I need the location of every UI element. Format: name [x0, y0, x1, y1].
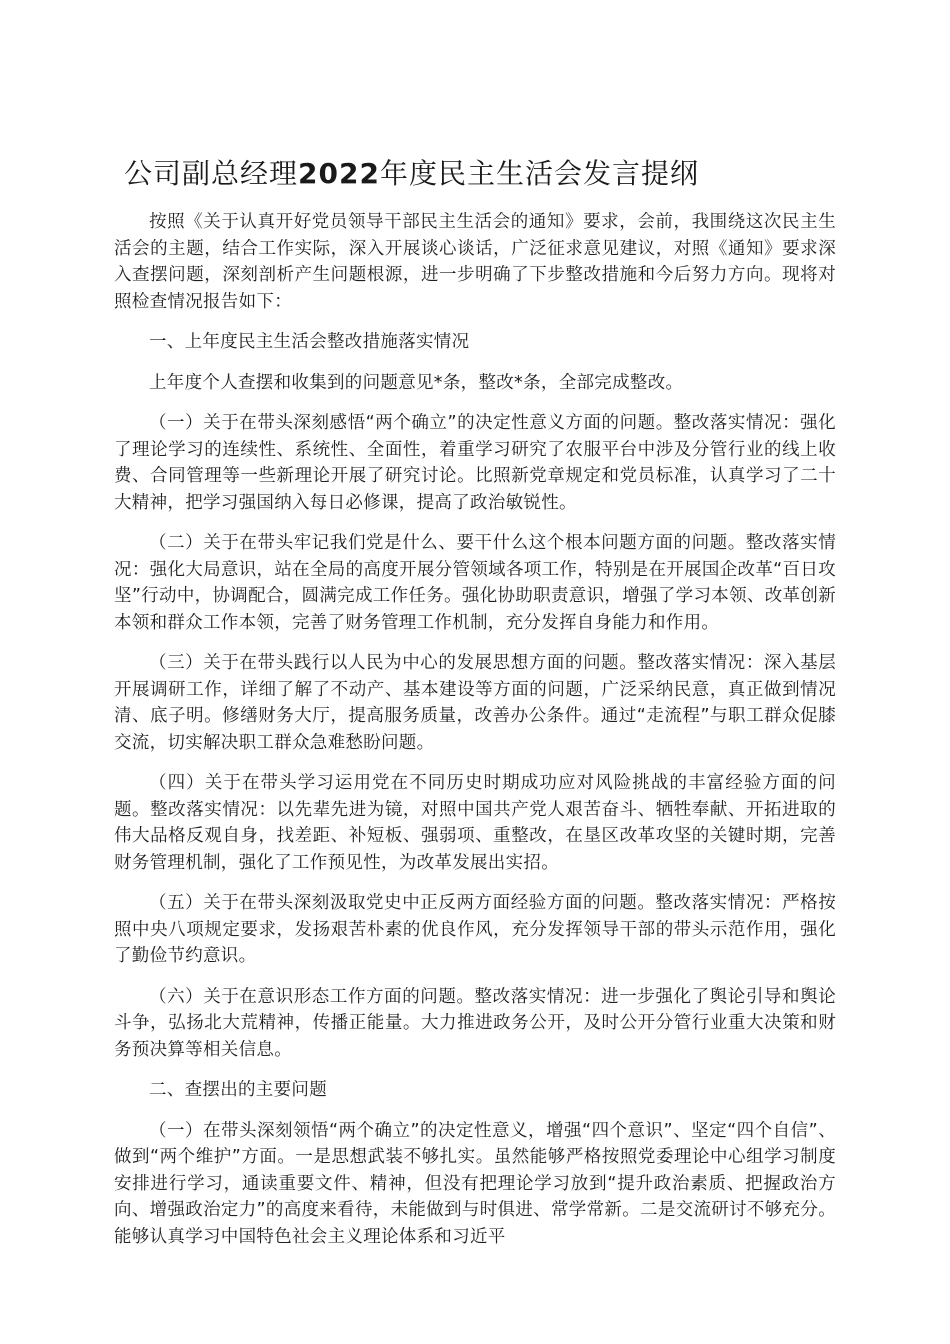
title-suffix: 年度民主生活会发言提纲 [379, 157, 699, 190]
summary-paragraph: 上年度个人查摆和收集到的问题意见*条，整改*条，全部完成整改。 [149, 372, 684, 393]
title-prefix: 公司副总经理 [124, 157, 299, 190]
title-year: 2022 [298, 157, 380, 190]
item-paragraph-3: （三）关于在带头践行以人民为中心的发展思想方面的问题。整改落实情况：深入基层开展调研工作，详细了解了不动产、基本建设等方面的问题，广泛采纳民意，真正做到情况清、底子明。修缮财务大厅，提高服务质量，改善办公条件。通过“走流程”与职工群众促膝交流，切实解决职工群众急难愁盼问题。 [114, 653, 836, 753]
item-paragraph-4: （四）关于在带头学习运用党在不同历史时期成功应对风险挑战的丰富经验方面的问题。整改落实情况：以先辈先进为镜，对照中国共产党人艰苦奋斗、牺牲奉献、开拓进取的伟大品格反观自身，找差距、补短板、强弱项、重整改，在垦区改革攻坚的关键时期，完善财务管理机制，强化了工作预见性，为改革发展出实招。 [114, 773, 836, 873]
document-title [124, 152, 844, 196]
section-heading-1: 一、上年度民主生活会整改措施落实情况 [149, 332, 470, 352]
item-paragraph-6: （六）关于在意识形态工作方面的问题。整改落实情况：进一步强化了舆论引导和舆论斗争，弘扬北大荒精神，传播正能量。大力推进政务公开，及时公开分管行业重大决策和财务预决算等相关信息。 [114, 986, 836, 1060]
problem-paragraph-1: （一）在带头深刻领悟“两个确立”的决定性意义，增强“四个意识”、坚定“四个自信”、做到“两个维护”方面。一是思想武装不够扎实。虽然能够严格按照党委理论中心组学习制度安排进行学习，通读重要文件、精神，但没有把理论学习放到“提升政治素质、把握政治方向、增强政治定力”的高度来看待，未能做到与时俱进、常学常新。二是交流研讨不够充分。能够认真学习中国特色社会主义理论体系和习近平 [114, 1120, 836, 1247]
document-body [114, 209, 836, 1264]
item-paragraph-1: （一）关于在带头深刻感悟“两个确立”的决定性意义方面的问题。整改落实情况：强化了理论学习的连续性、系统性、全面性，着重学习研究了农服平台中涉及分管行业的线上收费、合同管理等一些新理论开展了研究讨论。比照新党章规定和党员标准，认真学习了二十大精神，把学习强国纳入每日必修课，提高了政治敏锐性。 [114, 413, 836, 513]
item-paragraph-2: （二）关于在带头牢记我们党是什么、要干什么这个根本问题方面的问题。整改落实情况：强化大局意识，站在全局的高度开展分管领域各项工作，特别是在开展国企改革“百日攻坚”行动中，协调配合，圆满完成工作任务。强化协助职责意识，增强了学习本领、改革创新本领和群众工作本领，完善了财务管理工作机制，充分发挥自身能力和作用。 [114, 533, 836, 633]
intro-paragraph: 按照《关于认真开好党员领导干部民主生活会的通知》要求，会前，我围绕这次民主生活会的主题，结合工作实际，深入开展谈心谈话，广泛征求意见建议，对照《通知》要求深入查摆问题，深刻剖析产生问题根源，进一步明确了下步整改措施和今后努力方向。现将对照检查情况报告如下： [114, 212, 836, 312]
item-paragraph-5: （五）关于在带头深刻汲取党史中正反两方面经验方面的问题。整改落实情况：严格按照中央八项规定要求，发扬艰苦朴素的优良作风，充分发挥领导干部的带头示范作用，强化了勤俭节约意识。 [114, 893, 836, 966]
section-heading-2: 二、查摆出的主要问题 [149, 1080, 327, 1100]
